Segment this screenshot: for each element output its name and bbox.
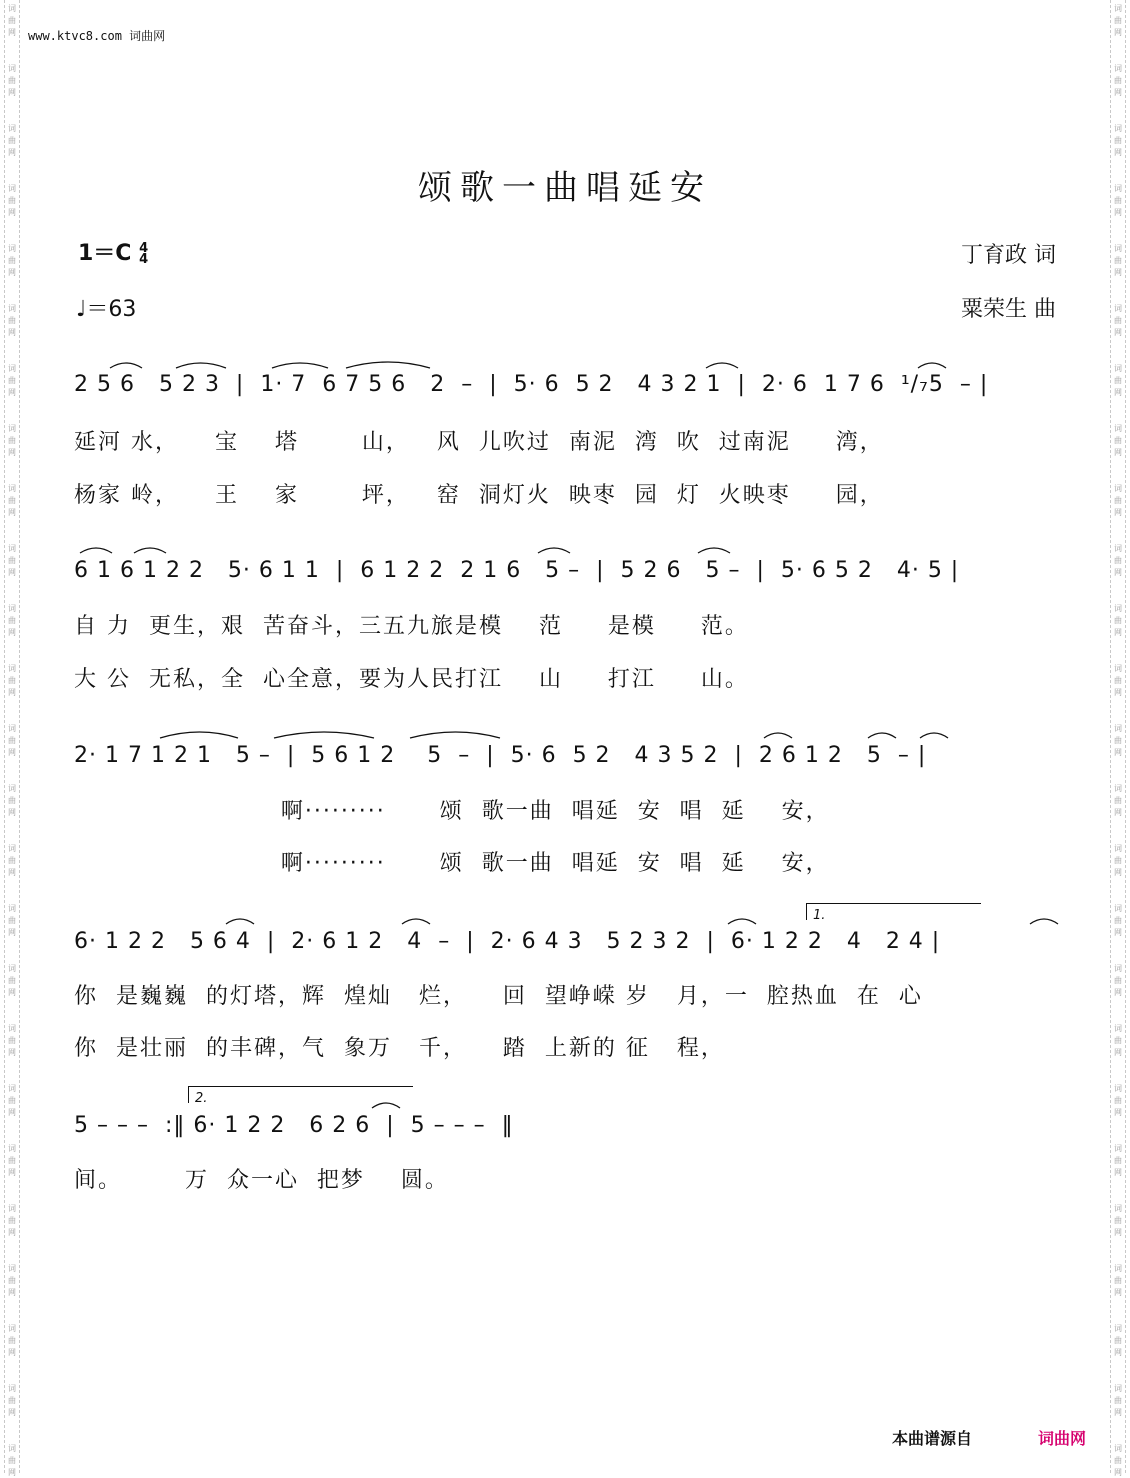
slur-3 (272, 363, 328, 368)
watermark-glyph: 词 (1114, 64, 1122, 73)
watermark-glyph: 网 (1114, 868, 1122, 877)
watermark-glyph: 曲 (8, 1036, 16, 1045)
watermark-glyph: 网 (8, 88, 16, 97)
time-bottom: 4 (139, 252, 149, 267)
watermark-glyph: 网 (8, 868, 16, 877)
watermark-glyph: 词 (8, 904, 16, 913)
watermark-glyph: 曲 (1114, 916, 1122, 925)
watermark-glyph: 网 (8, 388, 16, 397)
watermark-glyph: 曲 (8, 796, 16, 805)
watermark-glyph: 网 (1114, 808, 1122, 817)
slur-5 (706, 363, 738, 368)
watermark-glyph: 词 (1114, 1204, 1122, 1213)
watermark-glyph: 词 (8, 304, 16, 313)
watermark-glyph: 网 (1114, 1348, 1122, 1357)
watermark-glyph: 网 (8, 1348, 16, 1357)
watermark-glyph: 词 (8, 1264, 16, 1273)
time-signature (139, 243, 148, 265)
watermark-glyph: 网 (8, 1468, 16, 1477)
watermark-glyph: 曲 (8, 376, 16, 385)
notation-line-1: 2 5 6 5 2 3 | 1· 7 6 7 5 6 2 – | 5· 6 5 2 4 3 2 1 | 2· 6 1 7 6 ¹/₇5 – | (74, 372, 989, 397)
watermark-glyph: 网 (8, 328, 16, 337)
watermark-glyph: 网 (8, 208, 16, 217)
lyric-line-1b: 杨家 岭， 王 家 坪， 窑 洞灯火 映枣 园 灯 火映枣 园， (74, 483, 884, 508)
watermark-glyph: 词 (8, 1024, 16, 1033)
watermark-glyph: 网 (8, 1048, 16, 1057)
watermark-glyph: 词 (8, 1324, 16, 1333)
watermark-glyph: 词 (8, 604, 16, 613)
watermark-glyph: 网 (1114, 28, 1122, 37)
watermark-glyph: 网 (8, 448, 16, 457)
watermark-glyph: 网 (8, 568, 16, 577)
watermark-glyph: 网 (1114, 448, 1122, 457)
slur-9 (538, 548, 570, 553)
footer-source: 本曲谱源自 (892, 1429, 973, 1448)
watermark-glyph: 网 (1114, 1228, 1122, 1237)
watermark-glyph: 词 (8, 1204, 16, 1213)
watermark-glyph: 曲 (8, 196, 16, 205)
watermark-glyph: 曲 (1114, 1156, 1122, 1165)
slur-11 (160, 732, 238, 738)
watermark-glyph: 曲 (8, 856, 16, 865)
watermark-glyph: 词 (1114, 304, 1122, 313)
watermark-glyph: 词 (8, 424, 16, 433)
watermark-glyph: 曲 (8, 736, 16, 745)
watermark-glyph: 词 (1114, 424, 1122, 433)
watermark-glyph: 词 (8, 244, 16, 253)
watermark-glyph: 网 (8, 268, 16, 277)
watermark-glyph: 曲 (8, 496, 16, 505)
watermark-glyph: 词 (8, 364, 16, 373)
volta-1-label: 1. (813, 908, 826, 923)
volta-1-bracket (806, 903, 981, 923)
slur-2 (176, 363, 226, 368)
watermark-glyph: 网 (1114, 508, 1122, 517)
watermark-glyph: 曲 (1114, 1276, 1122, 1285)
lyric-line-5a: 间。 万 众一心 把梦 圆。 (74, 1168, 449, 1193)
slur-1 (110, 363, 142, 368)
watermark-glyph: 词 (1114, 184, 1122, 193)
watermark-glyph: 曲 (1114, 676, 1122, 685)
watermark-glyph: 曲 (1114, 556, 1122, 565)
site-url[interactable]: www.ktvc8.com 词曲网 (28, 29, 166, 43)
watermark-glyph: 曲 (8, 1156, 16, 1165)
watermark-glyph: 曲 (8, 916, 16, 925)
watermark-glyph: 词 (8, 4, 16, 13)
slur-8 (134, 548, 166, 553)
slur-16 (920, 733, 948, 738)
watermark-glyph: 曲 (1114, 76, 1122, 85)
watermark-glyph: 网 (8, 628, 16, 637)
watermark-glyph: 词 (1114, 604, 1122, 613)
watermark-glyph: 词 (8, 724, 16, 733)
lyric-line-2a: 自 力 更生，艰 苦奋斗，三五九旅是模 范 是模 范。 (74, 614, 749, 639)
watermark-glyph: 网 (8, 988, 16, 997)
watermark-glyph: 词 (1114, 1024, 1122, 1033)
watermark-glyph: 网 (8, 808, 16, 817)
watermark-glyph: 曲 (1114, 496, 1122, 505)
watermark-glyph: 曲 (8, 1396, 16, 1405)
watermark-glyph: 词 (1114, 484, 1122, 493)
watermark-glyph: 网 (1114, 568, 1122, 577)
watermark-glyph: 网 (1114, 628, 1122, 637)
watermark-glyph: 网 (1114, 688, 1122, 697)
watermark-glyph: 词 (1114, 1384, 1122, 1393)
watermark-glyph: 曲 (8, 1096, 16, 1105)
watermark-glyph: 曲 (1114, 196, 1122, 205)
lyric-line-4b: 你 是壮丽 的丰碑，气 象万 千， 踏 上新的 征 程， (74, 1036, 725, 1061)
lyric-line-3a: 啊········· 颂 歌一曲 唱延 安 唱 延 安， (74, 799, 830, 824)
slur-21 (372, 1103, 400, 1108)
watermark-glyph: 曲 (8, 136, 16, 145)
slur-18 (402, 919, 430, 924)
watermark-glyph: 网 (8, 1288, 16, 1297)
watermark-glyph: 网 (8, 508, 16, 517)
watermark-glyph: 曲 (8, 256, 16, 265)
watermark-glyph: 词 (8, 544, 16, 553)
slur-19 (728, 919, 756, 924)
watermark-glyph: 网 (8, 748, 16, 757)
watermark-glyph: 曲 (8, 76, 16, 85)
slur-6 (918, 363, 946, 368)
watermark-glyph: 词 (1114, 964, 1122, 973)
watermark-glyph: 词 (8, 1444, 16, 1453)
footer-brand-link[interactable]: 词曲网 (1038, 1429, 1087, 1448)
watermark-glyph: 词 (8, 844, 16, 853)
watermark-glyph: 网 (1114, 1048, 1122, 1057)
key-label: 1＝C (78, 241, 132, 266)
watermark-glyph: 网 (8, 1228, 16, 1237)
watermark-glyph: 词 (1114, 1084, 1122, 1093)
notation-line-2: 6 1 6 1 2 2 5· 6 1 1 | 6 1 2 2 2 1 6 5 – | 5 2 6 5 – | 5· 6 5 2 4· 5 | (74, 558, 960, 583)
watermark-glyph: 曲 (1114, 316, 1122, 325)
watermark-glyph: 词 (1114, 784, 1122, 793)
watermark-glyph: 词 (1114, 124, 1122, 133)
watermark-glyph: 曲 (1114, 796, 1122, 805)
watermark-glyph: 网 (8, 28, 16, 37)
watermark-glyph: 网 (1114, 208, 1122, 217)
watermark-glyph: 网 (8, 1408, 16, 1417)
volta-2-bracket (188, 1086, 413, 1106)
watermark-glyph: 词 (8, 1384, 16, 1393)
slur-7 (80, 548, 112, 553)
watermark-glyph: 词 (8, 784, 16, 793)
slur-20 (1030, 919, 1058, 924)
watermark-glyph: 词 (8, 124, 16, 133)
watermark-glyph: 曲 (8, 556, 16, 565)
time-top: 4 (139, 241, 149, 256)
watermark-glyph: 网 (1114, 1408, 1122, 1417)
watermark-glyph: 曲 (1114, 1336, 1122, 1345)
watermark-glyph: 词 (1114, 1264, 1122, 1273)
lyric-line-2b: 大 公 无私，全 心全意，要为人民打江 山 打江 山。 (74, 667, 749, 692)
slur-15 (868, 733, 896, 738)
watermark-glyph: 曲 (1114, 616, 1122, 625)
watermark-glyph: 曲 (1114, 1396, 1122, 1405)
watermark-glyph: 曲 (8, 316, 16, 325)
watermark-glyph: 词 (8, 484, 16, 493)
watermark-glyph: 网 (1114, 1108, 1122, 1117)
watermark-glyph: 词 (1114, 1324, 1122, 1333)
song-title: 颂歌一曲唱延安 (418, 168, 712, 208)
watermark-glyph: 词 (1114, 4, 1122, 13)
slur-13 (410, 732, 500, 738)
watermark-glyph: 曲 (1114, 136, 1122, 145)
watermark-glyph: 曲 (8, 976, 16, 985)
watermark-glyph: 曲 (8, 1336, 16, 1345)
composer-credit: 粟荣生 曲 (961, 297, 1056, 322)
watermark-glyph: 网 (1114, 748, 1122, 757)
watermark-glyph: 曲 (8, 16, 16, 25)
lyricist-credit: 丁育政 词 (961, 243, 1056, 268)
slur-14 (764, 733, 792, 738)
watermark-glyph: 曲 (1114, 256, 1122, 265)
notation-line-3: 2· 1 7 1 2 1 5 – | 5 6 1 2 5 – | 5· 6 5 2 4 3 5 2 | 2 6 1 2 5 – | (74, 743, 927, 768)
watermark-glyph: 曲 (8, 1276, 16, 1285)
watermark-glyph: 词 (1114, 1444, 1122, 1453)
watermark-glyph: 词 (1114, 904, 1122, 913)
volta-2-label: 2. (195, 1091, 208, 1106)
watermark-glyph: 词 (8, 1144, 16, 1153)
watermark-glyph: 词 (8, 664, 16, 673)
watermark-glyph: 曲 (8, 616, 16, 625)
watermark-glyph: 词 (8, 964, 16, 973)
watermark-glyph: 网 (1114, 388, 1122, 397)
watermark-glyph: 词 (8, 1084, 16, 1093)
slur-17 (226, 919, 254, 924)
lyric-line-1a: 延河 水， 宝 塔 山， 风 儿吹过 南泥 湾 吹 过南泥 湾， (74, 430, 884, 455)
watermark-glyph: 曲 (8, 1216, 16, 1225)
watermark-glyph: 网 (1114, 148, 1122, 157)
watermark-glyph: 词 (1114, 244, 1122, 253)
watermark-glyph: 曲 (8, 1456, 16, 1465)
watermark-glyph: 网 (8, 148, 16, 157)
watermark-glyph: 词 (8, 64, 16, 73)
tempo-marking: ♩＝63 (76, 297, 137, 322)
slur-4 (346, 362, 430, 368)
watermark-glyph: 网 (1114, 928, 1122, 937)
watermark-glyph: 网 (1114, 88, 1122, 97)
notation-line-4: 6· 1 2 2 5 6 4 | 2· 6 1 2 4 – | 2· 6 4 3 5 2 3 2 | 6· 1 2 2 4 2 4 | (74, 929, 941, 954)
watermark-glyph: 网 (1114, 328, 1122, 337)
watermark-glyph: 曲 (1114, 1216, 1122, 1225)
watermark-glyph: 词 (1114, 1144, 1122, 1153)
watermark-glyph: 词 (1114, 724, 1122, 733)
watermark-glyph: 词 (1114, 364, 1122, 373)
watermark-glyph: 网 (1114, 1468, 1122, 1477)
watermark-glyph: 词 (1114, 844, 1122, 853)
watermark-glyph: 曲 (8, 436, 16, 445)
watermark-glyph: 曲 (1114, 1036, 1122, 1045)
watermark-glyph: 曲 (1114, 436, 1122, 445)
watermark-glyph: 曲 (1114, 976, 1122, 985)
watermark-glyph: 网 (8, 688, 16, 697)
watermark-glyph: 曲 (1114, 736, 1122, 745)
slur-12 (274, 732, 374, 738)
watermark-glyph: 词 (1114, 664, 1122, 673)
watermark-glyph: 曲 (1114, 1456, 1122, 1465)
watermark-glyph: 网 (1114, 268, 1122, 277)
notation-line-5: 5 – – – :‖ 6· 1 2 2 6 2 6 | 5 – – – ‖ (74, 1113, 514, 1138)
watermark-glyph: 网 (1114, 1288, 1122, 1297)
watermark-glyph: 网 (8, 1108, 16, 1117)
watermark-glyph: 曲 (8, 676, 16, 685)
watermark-glyph: 曲 (1114, 376, 1122, 385)
watermark-glyph: 曲 (1114, 856, 1122, 865)
watermark-glyph: 曲 (1114, 1096, 1122, 1105)
lyric-line-3b: 啊········· 颂 歌一曲 唱延 安 唱 延 安， (74, 851, 830, 876)
lyric-line-4a: 你 是巍巍 的灯塔，辉 煌灿 烂， 回 望峥嵘 岁 月，一 腔热血 在 心 (74, 984, 923, 1009)
watermark-glyph: 网 (1114, 1168, 1122, 1177)
watermark-glyph: 网 (1114, 988, 1122, 997)
watermark-glyph: 曲 (1114, 16, 1122, 25)
key-signature (78, 236, 148, 267)
watermark-glyph: 网 (8, 928, 16, 937)
watermark-glyph: 网 (8, 1168, 16, 1177)
watermark-glyph: 词 (8, 184, 16, 193)
watermark-glyph: 词 (1114, 544, 1122, 553)
slur-10 (698, 548, 730, 553)
